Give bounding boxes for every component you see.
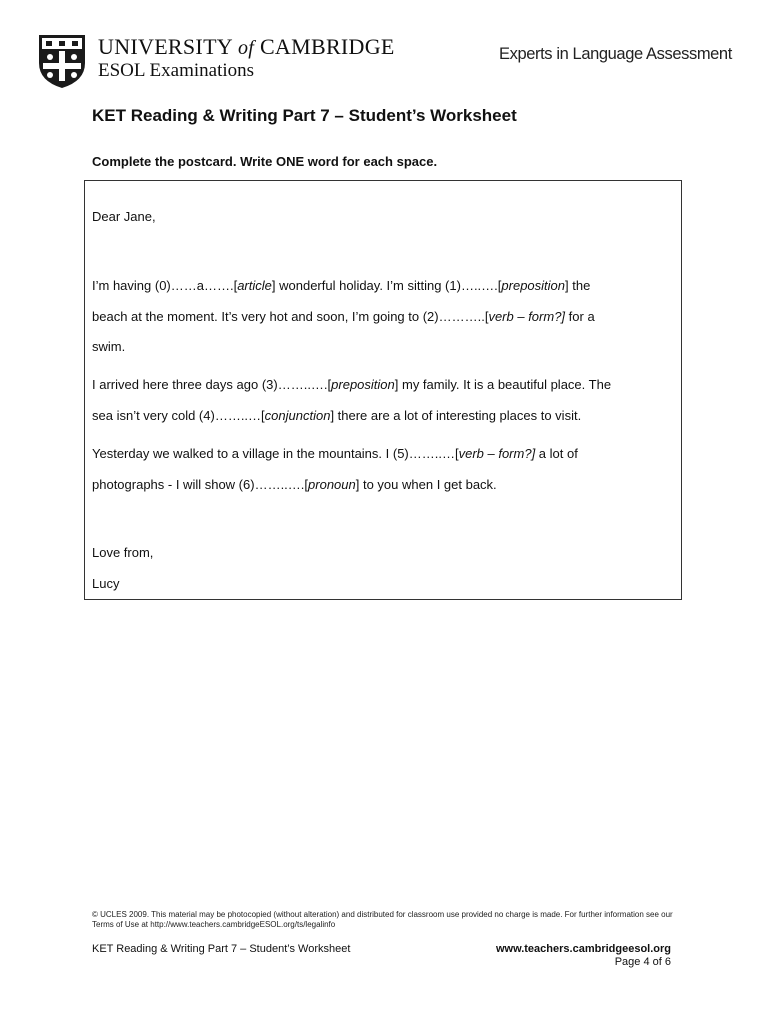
postcard-line-5: sea isn’t very cold (4)……..…[conjunction] there are a lot of interesting places to visit. bbox=[92, 408, 582, 423]
postcard-box bbox=[84, 180, 682, 600]
postcard-line-4: I arrived here three days ago (3)……..….[preposition] my family. It is a beautiful place. The bbox=[92, 377, 612, 392]
cambridge-crest-icon bbox=[37, 33, 87, 89]
postcard-line-7: photographs - I will show (6)……..….[pronoun] to you when I get back. bbox=[92, 477, 497, 492]
header-tagline: Experts in Language Assessment bbox=[499, 45, 732, 63]
postcard-closing: Love from, bbox=[92, 545, 154, 560]
footer-website-link[interactable]: www.teachers.cambridgeesol.org bbox=[495, 943, 671, 955]
page-number: Page 4 of 6 bbox=[614, 956, 671, 968]
postcard-greeting: Dear Jane, bbox=[92, 209, 156, 224]
page-title: KET Reading & Writing Part 7 – Student’s Worksheet bbox=[92, 106, 517, 125]
postcard-line-2: beach at the moment. It’s very hot and soon, I’m going to (2)………..[verb – form?] for a bbox=[92, 309, 595, 324]
university-name: UNIVERSITY of CAMBRIDGE bbox=[98, 34, 395, 59]
postcard-line-6: Yesterday we walked to a village in the mountains. I (5)……..…[verb – form?] a lot of bbox=[92, 446, 578, 461]
page-header bbox=[0, 0, 768, 90]
instruction-text: Complete the postcard. Write ONE word for each space. bbox=[92, 154, 438, 169]
postcard-line-1: I’m having (0)……a…….[article] wonderful holiday. I’m sitting (1)…..….[preposition] the bbox=[92, 278, 591, 293]
postcard-signature: Lucy bbox=[92, 576, 120, 591]
postcard-line-3: swim. bbox=[92, 339, 126, 354]
esol-examinations-label: ESOL Examinations bbox=[98, 60, 255, 81]
footer-document-title: KET Reading & Writing Part 7 – Student’s Worksheet bbox=[92, 943, 351, 955]
copyright-notice: © UCLES 2009. This material may be photocopied (without alteration) and distributed for classroom use provided no charge is made. For further information see our Terms of Use at http://www.teachers.cambridgeESOL.org/ts/legalinfo bbox=[92, 910, 673, 929]
